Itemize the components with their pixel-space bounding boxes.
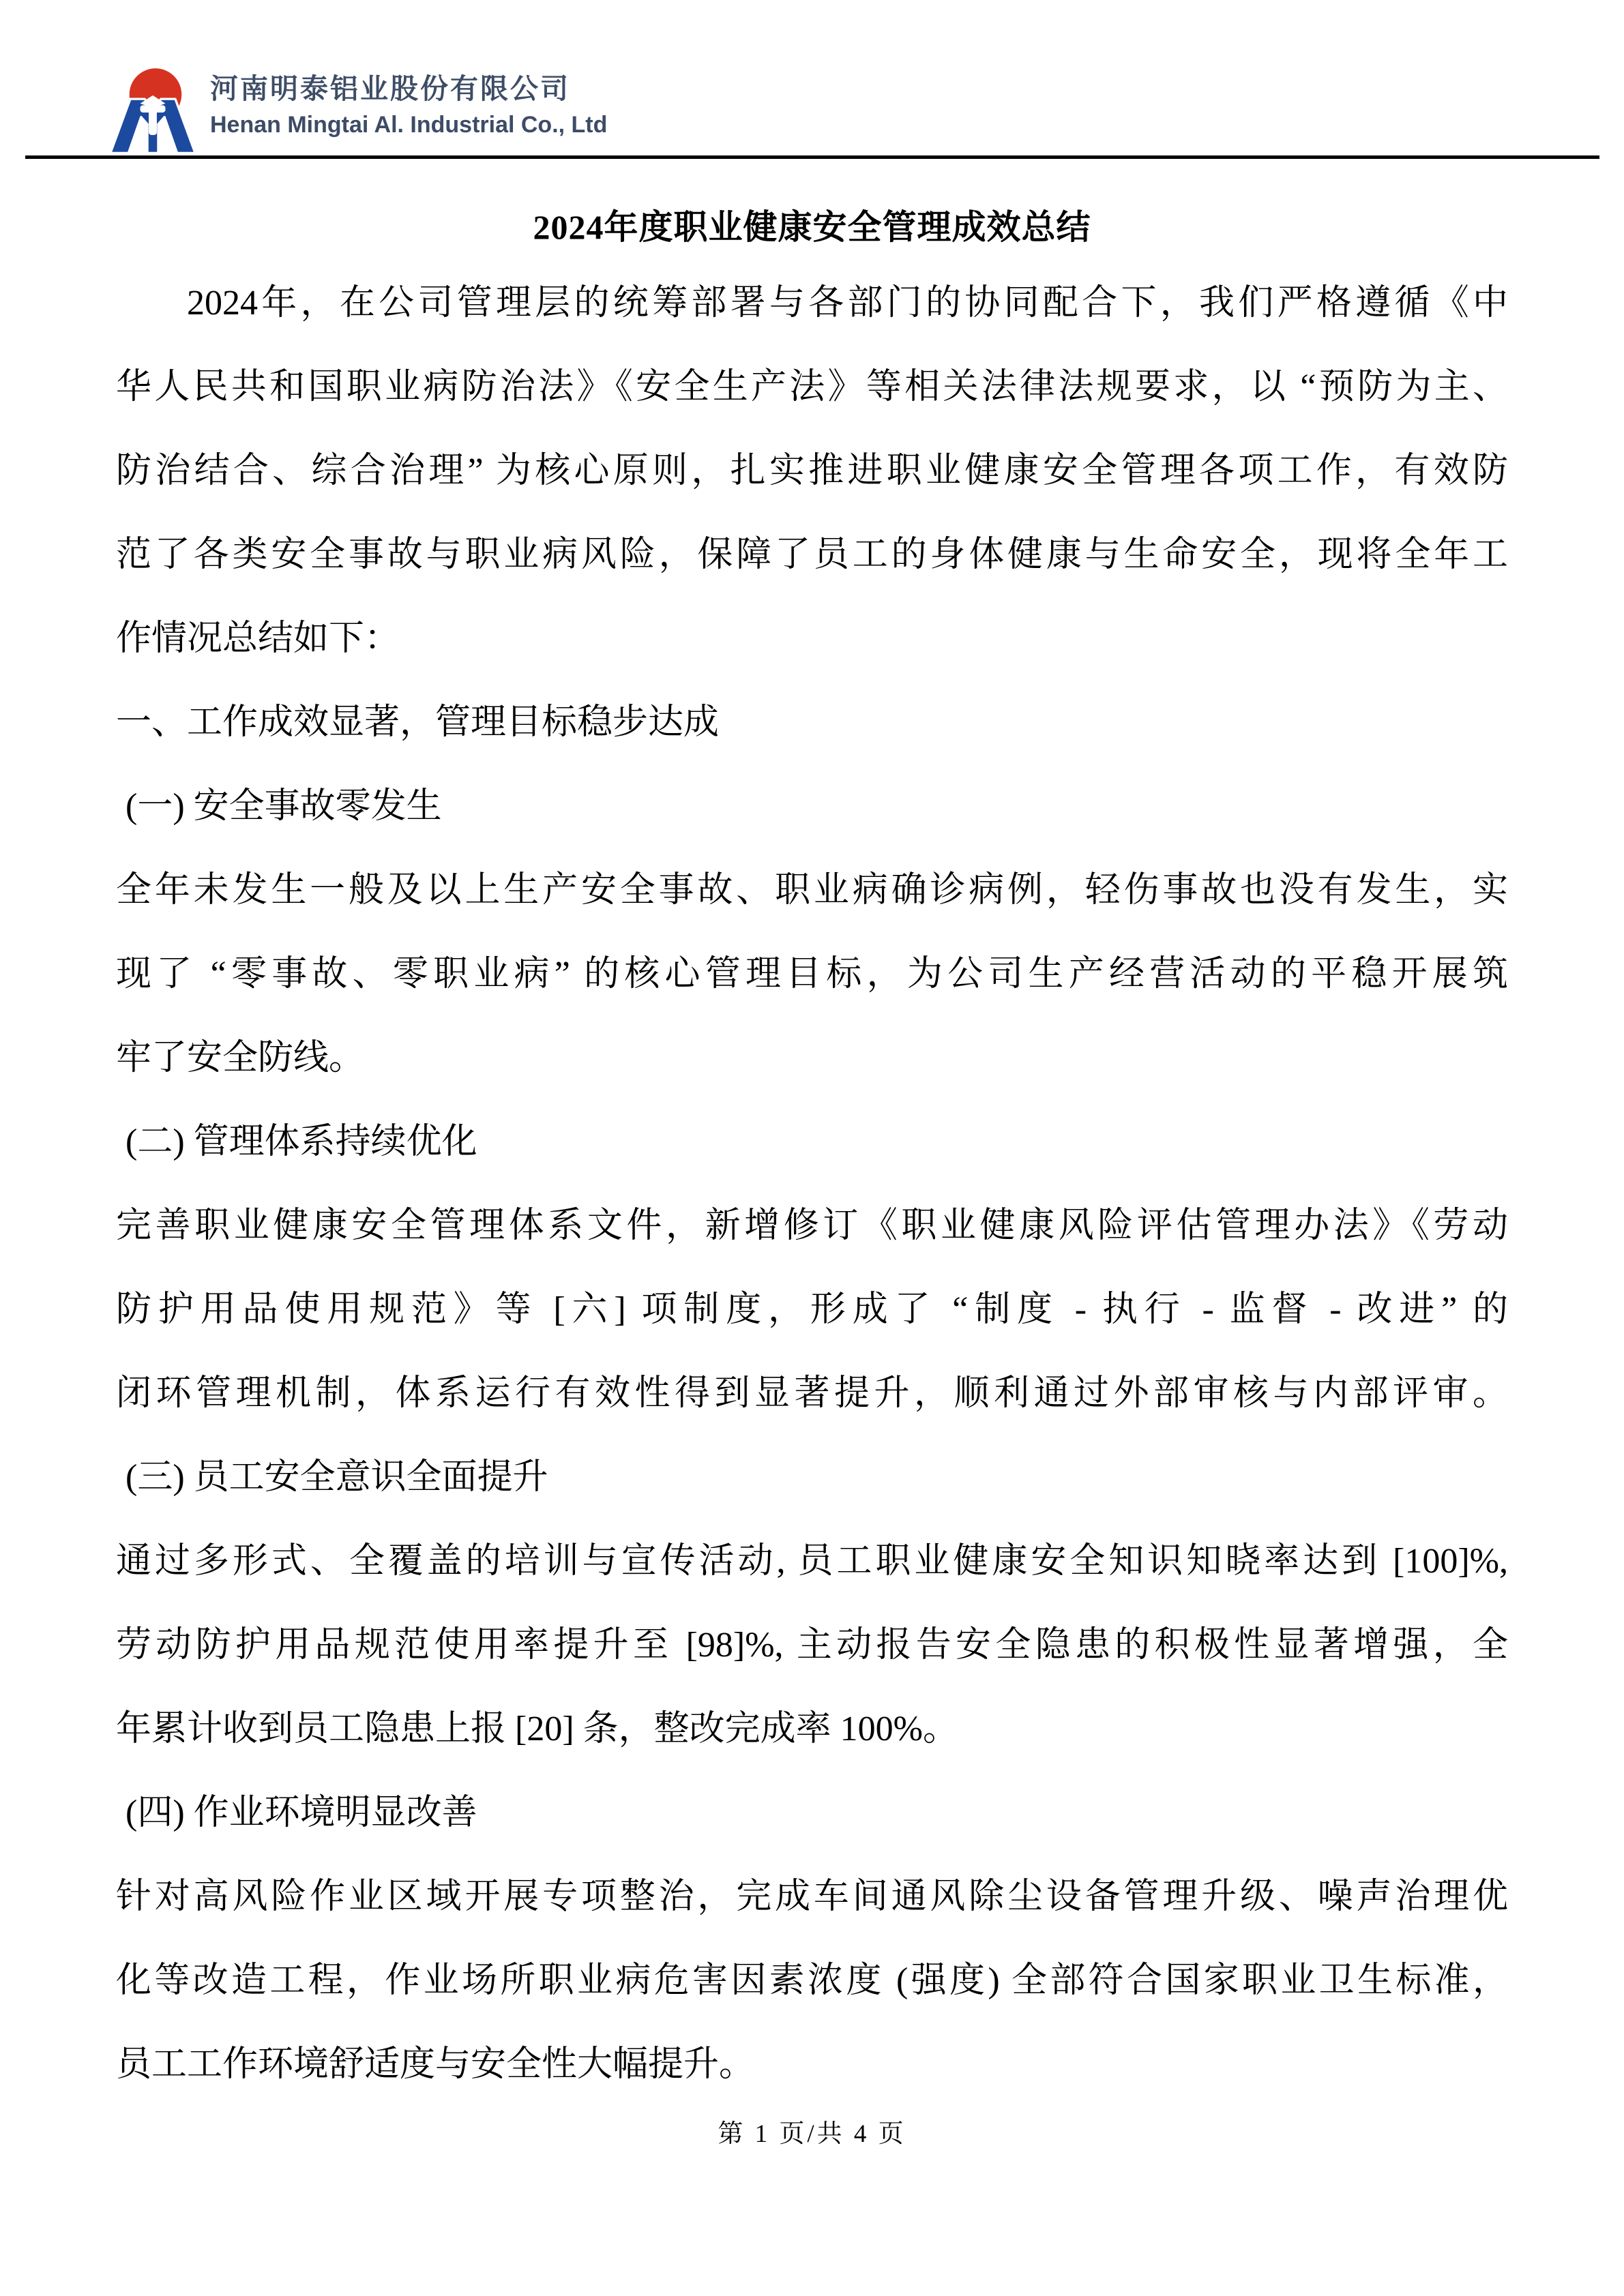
body-line: 通过多形式、全覆盖的培训与宣传活动, 员工职业健康安全知识知晓率达到 [100]%,: [116, 1542, 1508, 1581]
body-line: 现了 “零事故、零职业病” 的核心管理目标，为公司生产经营活动的平稳开展筑: [116, 955, 1508, 994]
company-name-block: [210, 71, 607, 140]
subsection-heading-3: (三) 员工安全意识全面提升: [126, 1458, 548, 1497]
company-name-en: Henan Mingtai Al. Industrial Co., Ltd: [210, 112, 608, 138]
mingtai-logo-icon: [108, 63, 198, 157]
body-line: 2024年，在公司管理层的统筹部署与各部门的协同配合下，我们严格遵循《中: [187, 284, 1508, 323]
subsection-heading-1: (一) 安全事故零发生: [126, 787, 442, 826]
body-line: 闭环管理机制，体系运行有效性得到显著提升，顺利通过外部审核与内部评审。: [116, 1374, 1508, 1413]
section-heading-1: 一、工作成效显著，管理目标稳步达成: [116, 703, 720, 742]
body-line: 防护用品使用规范》等 [六] 项制度，形成了 “制度 - 执行 - 监督 - 改进” 的: [116, 1290, 1508, 1329]
subsection-heading-2: (二) 管理体系持续优化: [126, 1122, 477, 1161]
page-number: 第 1 页/共 4 页: [718, 2120, 906, 2148]
body-line: 华人民共和国职业病防治法》《安全生产法》等相关法律法规要求，以 “预防为主、: [116, 368, 1508, 406]
document-content: [116, 193, 1508, 2106]
body-line: 牢了安全防线。: [116, 1039, 365, 1077]
subsection-heading-4: (四) 作业环境明显改善: [126, 1793, 477, 1832]
company-name-zh: 河南明泰铝业股份有限公司: [210, 73, 570, 104]
body-line: 防治结合、综合治理” 为核心原则，扎实推进职业健康安全管理各项工作，有效防: [116, 451, 1508, 490]
body-line: 劳动防护用品规范使用率提升至 [98]%, 主动报告安全隐患的积极性显著增强，全: [116, 1626, 1508, 1665]
body-line: 全年未发生一般及以上生产安全事故、职业病确诊病例，轻伤事故也没有发生，实: [116, 871, 1508, 910]
body-line: 范了各类安全事故与职业病风险，保障了员工的身体健康与生命安全，现将全年工: [116, 535, 1508, 574]
body-line: 针对高风险作业区域开展专项整治，完成车间通风除尘设备管理升级、噪声治理优: [116, 1877, 1508, 1916]
body-line: 化等改造工程，作业场所职业病危害因素浓度 (强度) 全部符合国家职业卫生标准，: [116, 1961, 1508, 2000]
body-line: 年累计收到员工隐患上报 [20] 条，整改完成率 100%。: [116, 1710, 958, 1748]
body-line: 完善职业健康安全管理体系文件，新增修订《职业健康风险评估管理办法》《劳动: [116, 1206, 1508, 1245]
header-divider: [25, 155, 1599, 159]
body-line: 员工工作环境舒适度与安全性大幅提升。: [116, 2045, 755, 2084]
page-title: 2024年度职业健康安全管理成效总结: [533, 208, 1091, 246]
company-logo: [108, 63, 198, 157]
body-line: 作情况总结如下：: [116, 619, 400, 658]
